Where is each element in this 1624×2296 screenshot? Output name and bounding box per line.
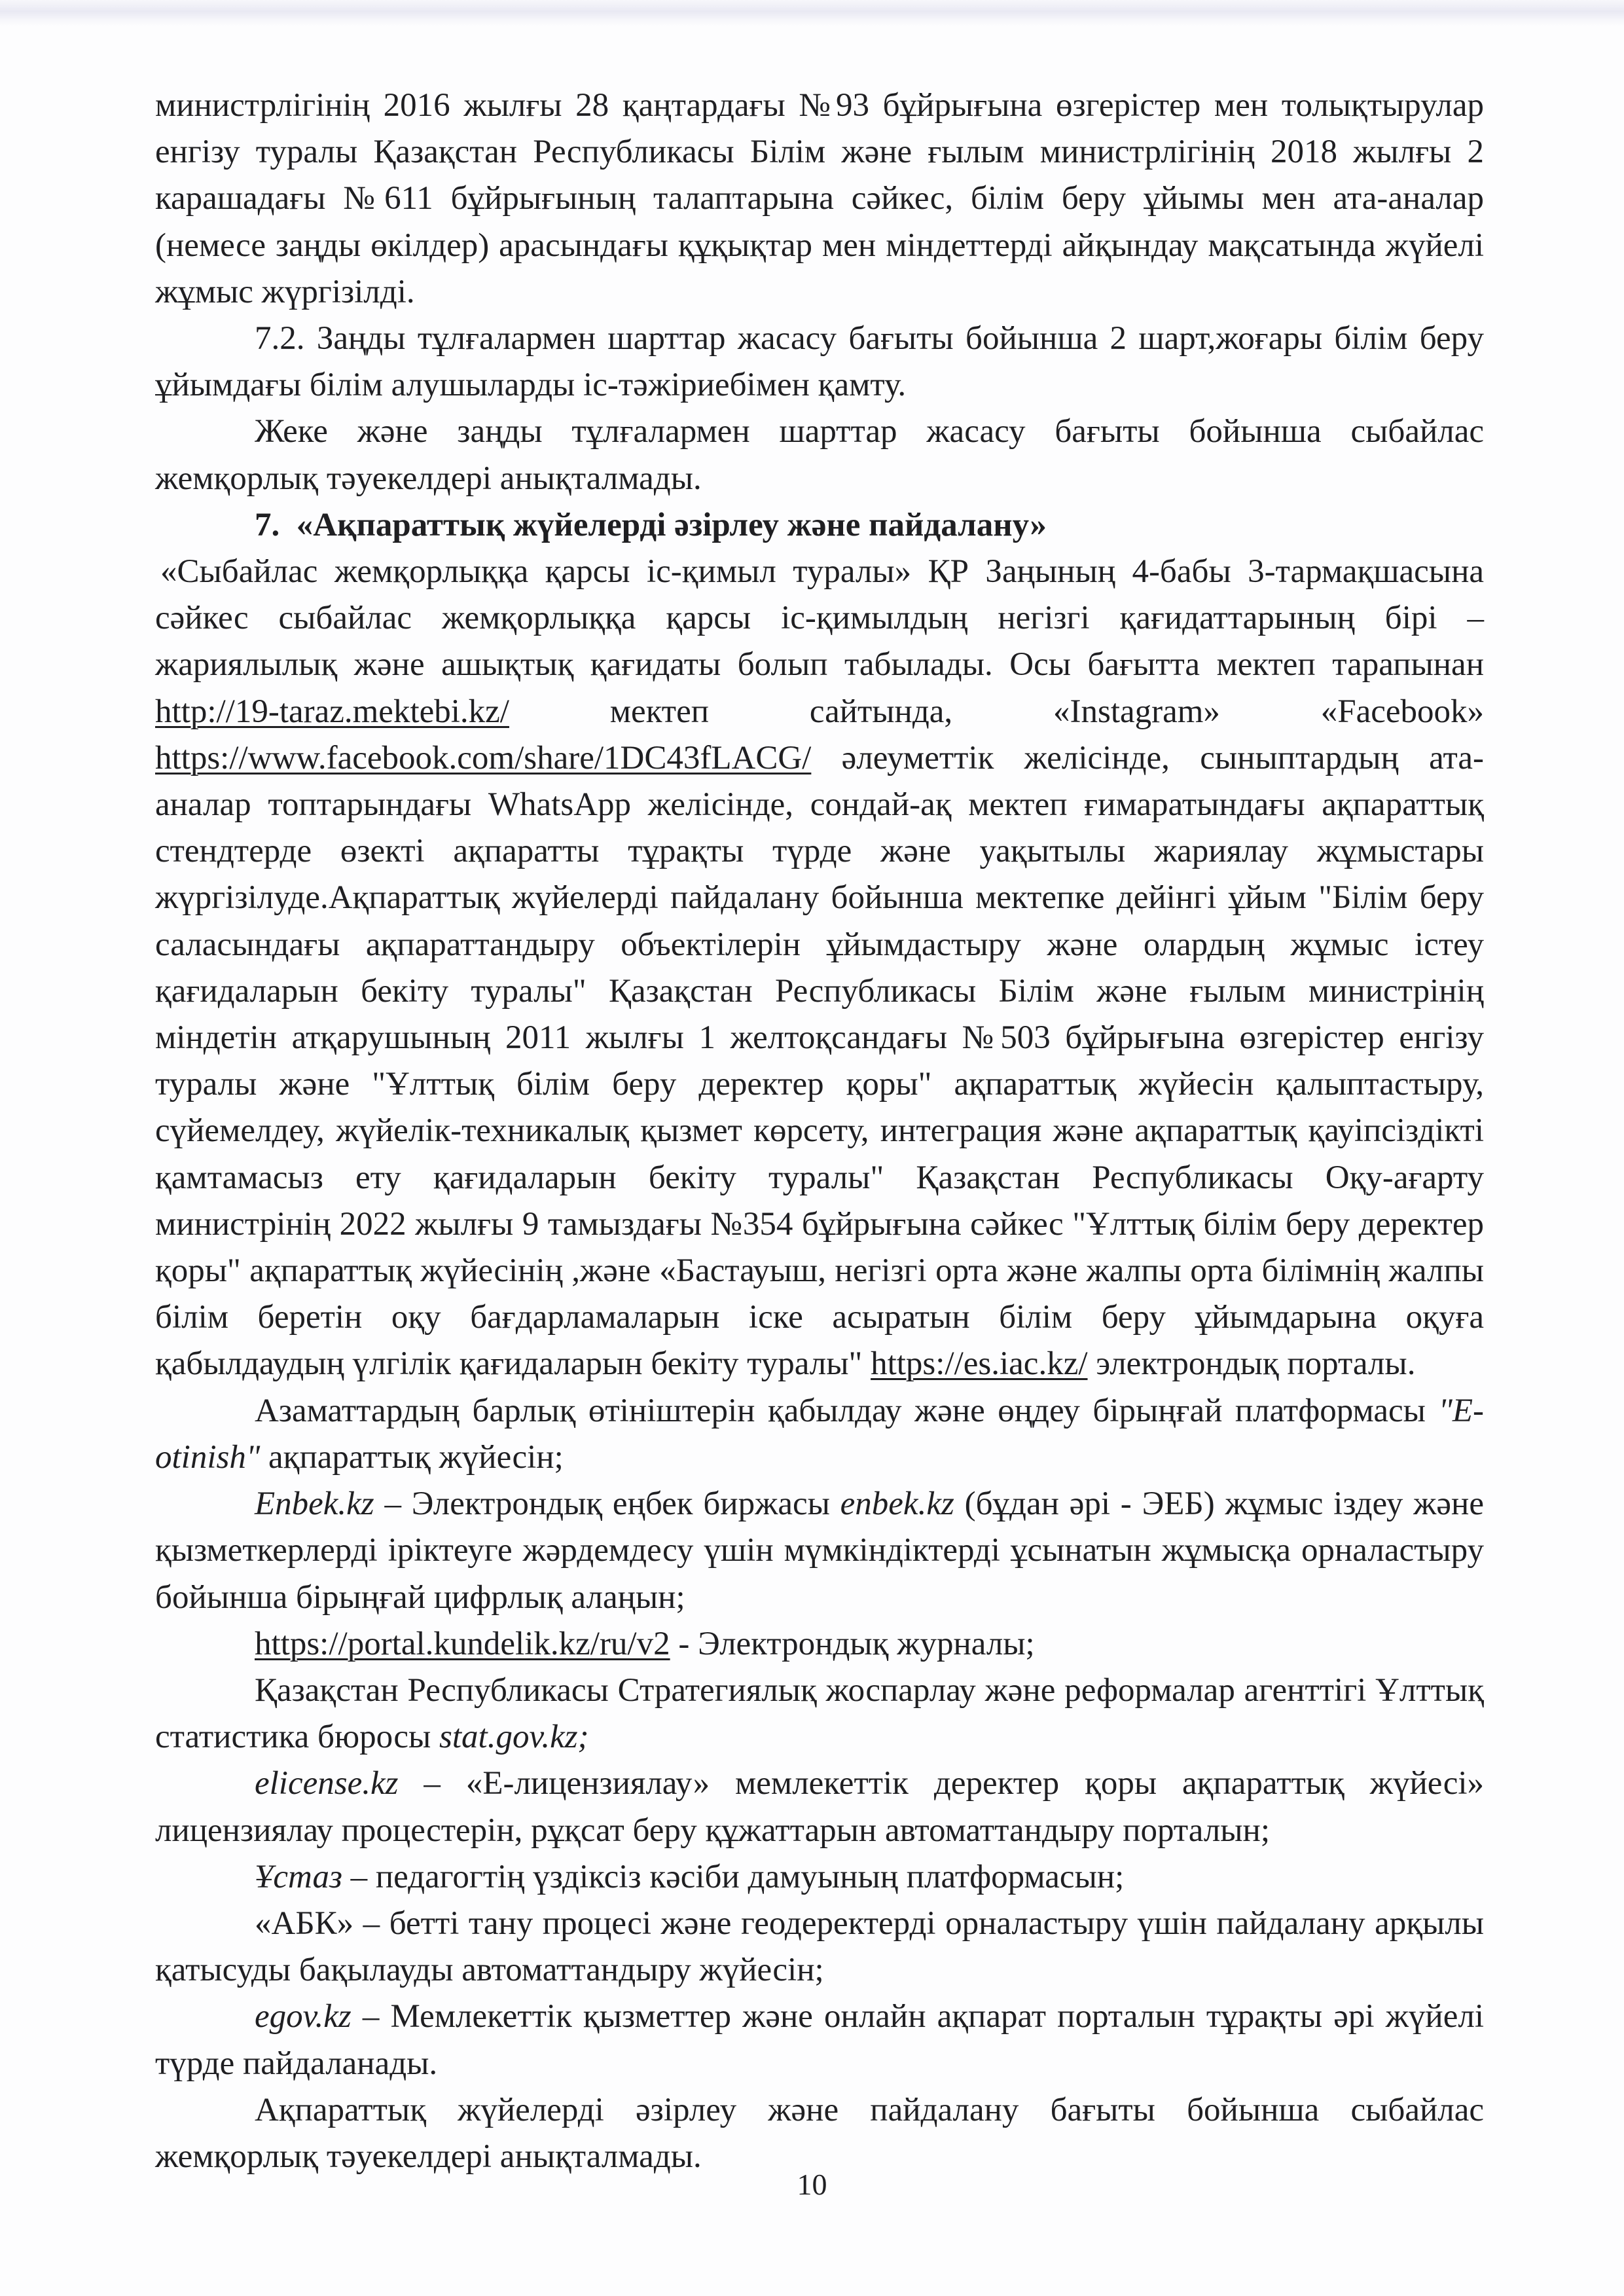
paragraph-stat (155, 1667, 1484, 1760)
paragraph-ustaz (155, 1854, 1484, 1901)
egov-name: egov.kz (255, 1998, 352, 2035)
enbek-domain: enbek.kz (840, 1485, 954, 1523)
elicense-name: elicense.kz (255, 1765, 399, 1802)
es-iac-link[interactable]: https://es.iac.kz/ (871, 1345, 1088, 1383)
paragraph-enbek (155, 1481, 1484, 1621)
eotinish-text: Азаматтардың барлық өтініштерін қабылдау және өңдеу бірыңғай платформасы (255, 1392, 1439, 1429)
paragraph-elicense (155, 1760, 1484, 1853)
section-heading (155, 502, 1484, 549)
paragraph-eotinish (155, 1388, 1484, 1481)
facebook-link[interactable]: https://www.facebook.com/share/1DC43fLACG/ (155, 739, 812, 776)
paragraph-7-2: 7.2. Заңды тұлғалармен шарттар жасасу бағыты бойынша 2 шарт,жоғары білім беру ұйымдағы білім алушыларды іс-тәжіриебімен қамту. (155, 320, 1484, 404)
enbek-text-2: (бұдан әрі - ЭЕБ) жұмыс іздеу және қызметкерлерді іріктеуге жәрдемдесу үшін мүмкіндіктерді ұсынатын жұмысқа орналастыру бойынша бірыңғай цифрлық алаңын; (155, 1485, 1484, 1616)
page-number: 10 (797, 2168, 827, 2201)
section-title: «Ақпараттық жүйелерді әзірлеу және пайдалану» (296, 506, 1047, 543)
ustaz-name: Ұстаз (255, 1858, 342, 1895)
stat-text: Қазақстан Республикасы Стратегиялық жоспарлау және реформалар агенттігі Ұлттық статистика бюросы (155, 1671, 1484, 1756)
school-website-link[interactable]: http://19-taraz.mektebi.kz/ (155, 693, 509, 730)
paragraph-abk: «АБК» – бетті тану процесі және геодеректерді орналастыру үшін пайдалану арқылы қатысуды бақылауды автоматтандыру жүйесін; (155, 1904, 1484, 1989)
law-text-3: әлеуметтік желісінде, сыныптардың ата-аналар топтарындағы WhatsApp желісінде, сондай-ақ мектеп ғимаратындағы ақпараттық стендтерде өзекті ақпаратты тұрақты түрде және уақытылы жариялау жұмыстары жүргізілуде.Ақпараттық жүйелерді пайдалану бойынша мектепке дейінгі ұйым "Білім беру саласындағы ақпараттандыру объектілерін ұйымдастыру және олардың жұмыс істеу қағидаларын бекіту туралы" Қазақстан Республикасы Білім және ғылым министрінің міндетін атқарушының 2011 жылғы 1 желтоқсандағы №503 бұйрығына өзгерістер енгізу туралы және "Ұлттық білім беру деректер қоры" ақпараттық жүйесін қалыптастыру, сүйемелдеу, жүйелік-техникалық қызмет көрсету, интеграция және ақпараттық қауіпсіздікті қамтамасыз ету қағидаларын бекіту туралы" Қазақстан Республикасы Оқу-ағарту министрінің 2022 жылғы 9 тамыздағы №354 бұйрығына сәйкес "Ұлттық білім беру деректер қоры" ақпараттық жүйесінің ,және «Бастауыш, негізгі орта және жалпы орта білімнің жалпы білім беретін оқу бағдарламаларын іске асыратын білім беру ұйымдарына оқуға қабылдаудың үлгілік қағидаларын бекіту туралы" (155, 739, 1484, 1383)
enbek-text-1: – Электрондық еңбек биржасы (374, 1485, 840, 1523)
document-page (155, 82, 1484, 2180)
eotinish-name: "E-otinish" (155, 1392, 1484, 1476)
eotinish-tail: ақпараттық жүйесін; (260, 1438, 564, 1476)
law-text-4: электрондық порталы. (1087, 1345, 1416, 1383)
paragraph-kundelik (155, 1621, 1484, 1667)
law-text-1: «Сыбайлас жемқорлыққа қарсы іс-қимыл туралы» ҚР Заңының 4-бабы 3-тармақшасына сәйкес сыбайлас жемқорлыққа қарсы іс-қимылдың негізгі қағидаттарының бірі – жариялылық және ашықтық қағидаты болып табылады. Осы бағытта мектеп тарапынан (155, 553, 1484, 683)
kundelik-link[interactable]: https://portal.kundelik.kz/ru/v2 (255, 1625, 670, 1662)
paragraph-continuation: министрлігінің 2016 жылғы 28 қаңтардағы №93 бұйрығына өзгерістер мен толықтырулар енгізу туралы Қазақстан Республикасы Білім және ғылым министрлігінің 2018 жылғы 2 карашадағы №611 бұйрығының талаптарына сәйкес, білім беру ұйымы мен ата-аналар (немесе заңды өкілдер) арасындағы құқықтар мен міндеттерді айқындау мақсатында жүйелі жұмыс жүргізілді. (155, 87, 1484, 310)
stat-domain: stat.gov.kz; (439, 1719, 589, 1756)
elicense-text: – «Е-лицензиялау» мемлекеттік деректер қоры ақпараттық жүйесі» лицензиялау процестерін, рұқсат беру құжаттарын автоматтандыру порталын; (155, 1765, 1484, 1849)
paragraph-egov (155, 1994, 1484, 2086)
paragraph-anticorruption-law (155, 549, 1484, 1388)
law-text-2: мектеп сайтында, «Instagram» «Facebook» (509, 693, 1484, 730)
kundelik-text: - Электрондық журналы; (670, 1625, 1035, 1662)
paragraph-contract-risks: Жеке және заңды тұлғалармен шарттар жасасу бағыты бойынша сыбайлас жемқорлық тәуекелдері анықталмады. (155, 413, 1484, 497)
enbek-name: Enbek.kz (255, 1485, 374, 1523)
ustaz-text: – педагогтің үздіксіз кәсіби дамуының платформасын; (342, 1858, 1125, 1895)
egov-text: – Мемлекеттік қызметтер және онлайн ақпарат порталын тұрақты әрі жүйелі түрде пайдаланады. (155, 1998, 1484, 2082)
paragraph-info-systems-risks: Ақпараттық жүйелерді әзірлеу және пайдалану бағыты бойынша сыбайлас жемқорлық тәуекелдері анықталмады. (155, 2091, 1484, 2175)
scan-top-edge (0, 0, 1624, 26)
section-number: 7. (255, 506, 280, 543)
